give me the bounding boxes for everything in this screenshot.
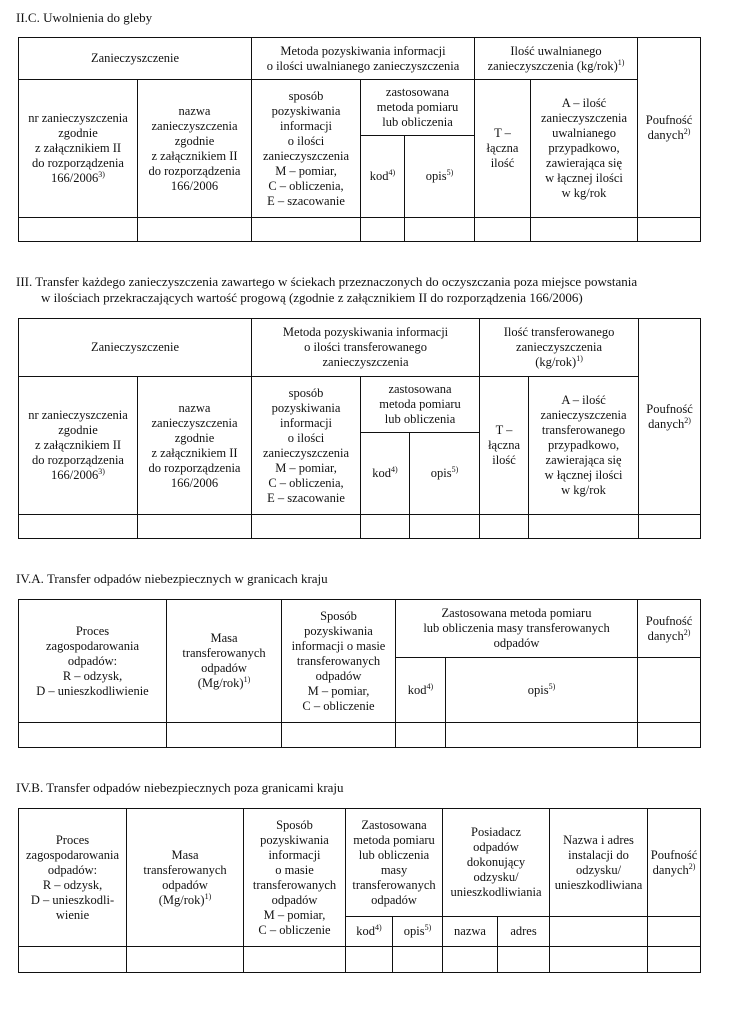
- method-info-header: Metoda pozyskiwania informacji o ilości transferowanego zanieczyszczenia: [252, 319, 480, 377]
- section-iii-title-line2: w ilościach przekraczających wartość progową (zgodnie z załącznikiem II do rozporządzenia 166/2006): [41, 290, 583, 305]
- description-header: opis$^{5)}$: [393, 917, 443, 947]
- confidentiality-header: Poufność danych$^{2)}$: [639, 319, 701, 515]
- method-applied-header: zastosowana metoda pomiaru lub obliczenia: [361, 80, 475, 136]
- confidentiality-cell[interactable]: [638, 658, 701, 723]
- pollutant-number-header: nr zanieczyszczenia zgodnie z załącznikiem II do rozporządzenia 166/2006$^{3)}$: [19, 377, 138, 515]
- empty-cell[interactable]: [167, 723, 282, 748]
- empty-cell[interactable]: [638, 218, 701, 242]
- description-header: opis$^{5)}$: [446, 658, 638, 723]
- amount-header: Ilość transferowanego zanieczyszczenia $(kg/rok)^{1)}$: [480, 319, 639, 377]
- empty-cell[interactable]: [138, 218, 252, 242]
- empty-cell[interactable]: [480, 515, 529, 539]
- empty-cell[interactable]: [346, 947, 393, 973]
- section-ivb-title: IV.B. Transfer odpadów niebezpiecznych poza granicami kraju: [16, 780, 344, 795]
- section-iic-title: II.C. Uwolnienia do gleby: [16, 10, 153, 25]
- empty-cell[interactable]: [396, 723, 446, 748]
- method-info-header: Sposób pozyskiwania informacji o masie transferowanych odpadów M – pomiar, C – obliczenie: [244, 809, 346, 947]
- pollutant-header: Zanieczyszczenie: [19, 38, 252, 80]
- pollutant-name-header: nazwa zanieczyszczenia zgodnie z załącznikiem II do rozporządzenia 166/2006: [138, 80, 252, 218]
- confidentiality-header: Poufność danych$^{2)}$: [638, 600, 701, 658]
- amount-header: Ilość uwalnianego zanieczyszczenia $(kg/rok)^{1)}$: [475, 38, 638, 80]
- method-type-header: sposób pozyskiwania informacji o ilości zanieczyszczenia M – pomiar, C – obliczenia, E – szacowanie: [252, 80, 361, 218]
- pollutant-number-header: nr zanieczyszczenia zgodnie z załącznikiem II do rozporządzenia 166/2006$^{3)}$: [19, 80, 138, 218]
- confidentiality-cell[interactable]: [648, 917, 701, 947]
- installation-header: Nazwa i adres instalacji do odzysku/ unieszkodliwiana: [550, 809, 648, 917]
- confidentiality-header: Poufność danych$^{2)}$: [648, 809, 701, 917]
- empty-cell[interactable]: [475, 218, 531, 242]
- empty-cell[interactable]: [361, 515, 410, 539]
- table-row: [19, 218, 701, 242]
- empty-cell[interactable]: [127, 947, 244, 973]
- empty-cell[interactable]: [19, 947, 127, 973]
- holder-address-header: adres: [498, 917, 550, 947]
- method-type-header: sposób pozyskiwania informacji o ilości zanieczyszczenia M – pomiar, C – obliczenia, E – szacowanie: [252, 377, 361, 515]
- pollutant-header: Zanieczyszczenie: [19, 319, 252, 377]
- empty-cell[interactable]: [639, 515, 701, 539]
- holder-name-header: nazwa: [443, 917, 498, 947]
- table-row: [19, 515, 701, 539]
- empty-cell[interactable]: [244, 947, 346, 973]
- empty-cell[interactable]: [550, 947, 648, 973]
- table-row: [19, 723, 701, 748]
- confidentiality-header: Poufność danych$^{2)}$: [638, 38, 701, 218]
- total-header: T – łączna ilość: [475, 80, 531, 218]
- empty-cell[interactable]: [19, 723, 167, 748]
- empty-cell[interactable]: [410, 515, 480, 539]
- accidental-header: A – ilość zanieczyszczenia transferowanego przypadkowo, zawierająca się w łącznej ilości w kg/rok: [529, 377, 639, 515]
- section-iva-table: [18, 599, 701, 748]
- section-iii-title: III. Transfer każdego zanieczyszczenia zawartego w ściekach przeznaczonych do oczyszczania poza miejsce powstania: [16, 274, 638, 289]
- code-header: kod$^{4)}$: [396, 658, 446, 723]
- empty-cell[interactable]: [638, 723, 701, 748]
- mass-header: Masa transferowanych odpadów $(Mg/rok)^{1)}$: [127, 809, 244, 947]
- empty-cell[interactable]: [19, 515, 138, 539]
- empty-cell[interactable]: [252, 218, 361, 242]
- method-info-header: Metoda pozyskiwania informacji o ilości uwalnianego zanieczyszczenia: [252, 38, 475, 80]
- description-header: opis$^{5)}$: [410, 433, 480, 515]
- empty-cell[interactable]: [648, 947, 701, 973]
- table-row: [19, 947, 701, 973]
- process-header: Proces zagospodarowania odpadów: R – odzysk, D – unieszkodli- wienie: [19, 809, 127, 947]
- code-header: kod$^{4)}$: [361, 433, 410, 515]
- method-applied-header: zastosowana metoda pomiaru lub obliczenia: [361, 377, 480, 433]
- section-iic-table: [18, 37, 701, 242]
- empty-cell[interactable]: [393, 947, 443, 973]
- section-iva-title: IV.A. Transfer odpadów niebezpiecznych w granicach kraju: [16, 571, 328, 586]
- section-ivb-table: [18, 808, 701, 973]
- code-header: kod$^{4)}$: [346, 917, 393, 947]
- code-header: kod$^{4)}$: [361, 136, 405, 218]
- method-applied-header: Zastosowana metoda pomiaru lub obliczenia masy transferowanych odpadów: [346, 809, 443, 917]
- holder-header: Posiadacz odpadów dokonujący odzysku/ unieszkodliwiania: [443, 809, 550, 917]
- process-header: Proces zagospodarowania odpadów: R – odzysk, D – unieszkodliwienie: [19, 600, 167, 723]
- pollutant-name-header: nazwa zanieczyszczenia zgodnie z załącznikiem II do rozporządzenia 166/2006: [138, 377, 252, 515]
- empty-cell[interactable]: [529, 515, 639, 539]
- accidental-header: A – ilość zanieczyszczenia uwalnianego przypadkowo, zawierająca się w łącznej ilości w kg/rok: [531, 80, 638, 218]
- empty-cell[interactable]: [19, 218, 138, 242]
- mass-header: Masa transferowanych odpadów $(Mg/rok)^{1)}$: [167, 600, 282, 723]
- empty-cell[interactable]: [282, 723, 396, 748]
- description-header: opis$^{5)}$: [405, 136, 475, 218]
- empty-cell[interactable]: [252, 515, 361, 539]
- installation-cell[interactable]: [550, 917, 648, 947]
- empty-cell[interactable]: [138, 515, 252, 539]
- section-iii-table: [18, 318, 701, 539]
- total-header: T – łączna ilość: [480, 377, 529, 515]
- empty-cell[interactable]: [405, 218, 475, 242]
- method-info-header: Sposób pozyskiwania informacji o masie transferowanych odpadów M – pomiar, C – obliczenie: [282, 600, 396, 723]
- empty-cell[interactable]: [361, 218, 405, 242]
- empty-cell[interactable]: [498, 947, 550, 973]
- method-applied-header: Zastosowana metoda pomiaru lub obliczenia masy transferowanych odpadów: [396, 600, 638, 658]
- empty-cell[interactable]: [443, 947, 498, 973]
- empty-cell[interactable]: [531, 218, 638, 242]
- empty-cell[interactable]: [446, 723, 638, 748]
